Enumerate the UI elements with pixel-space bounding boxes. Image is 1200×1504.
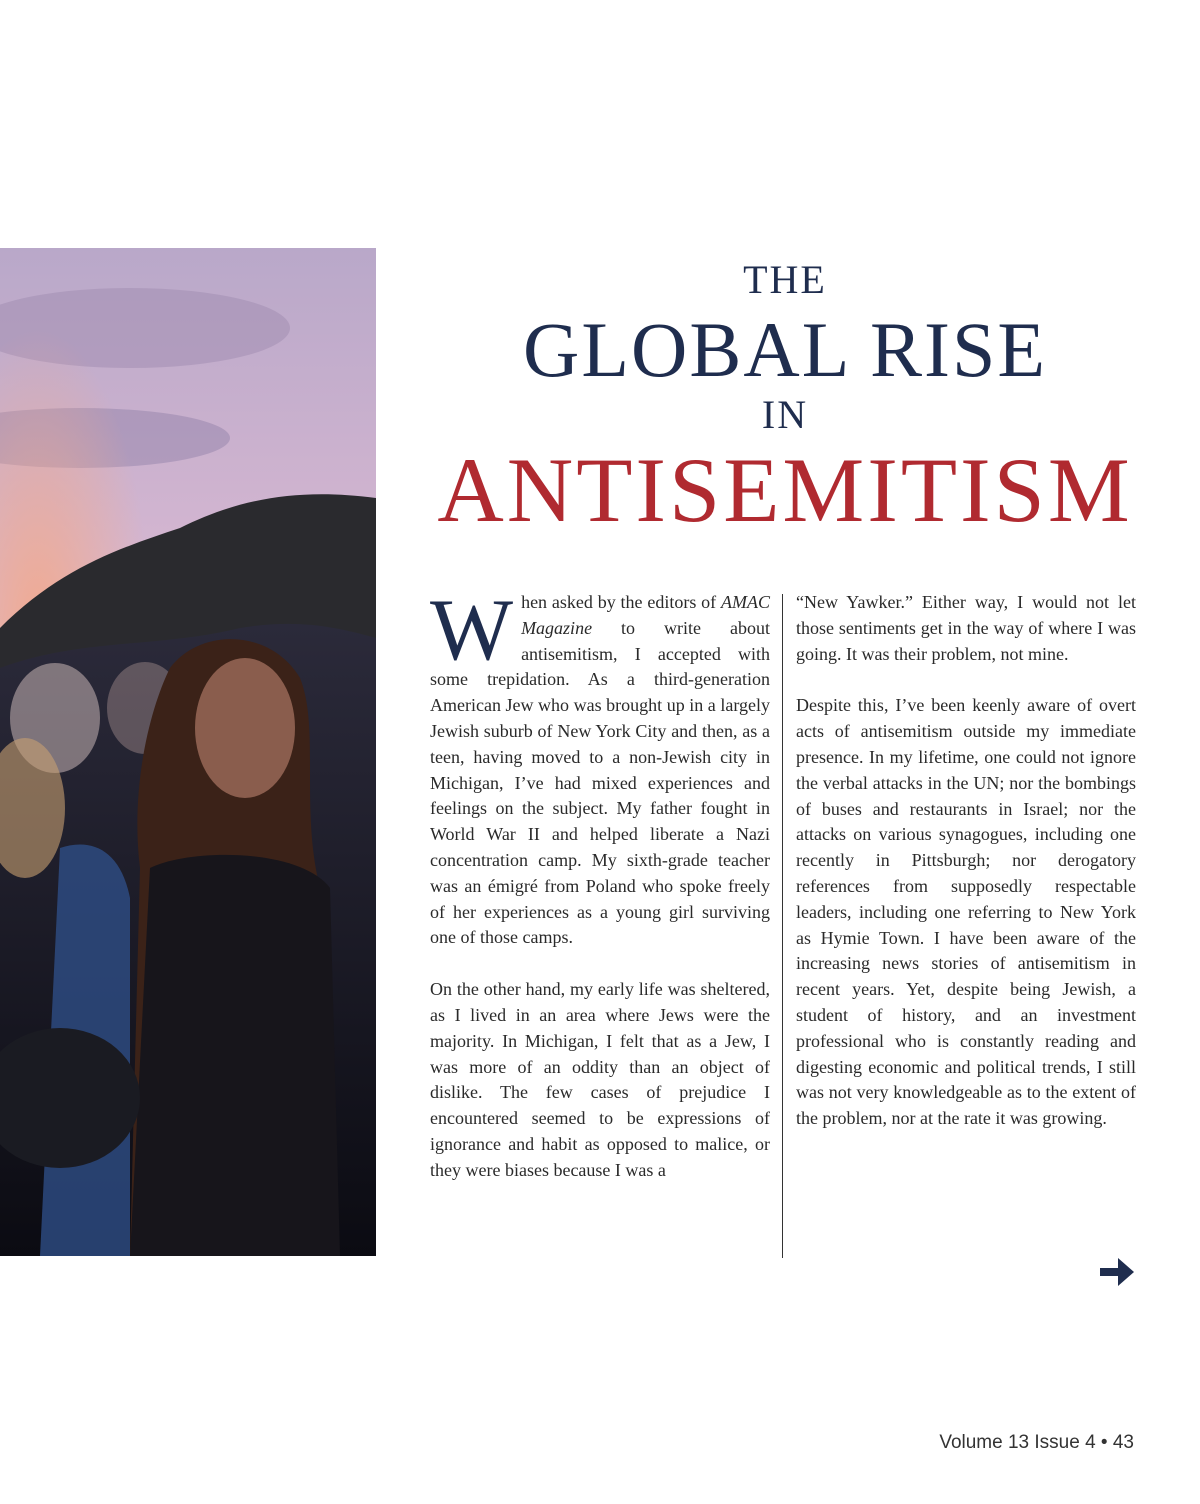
paragraph: Despite this, I’ve been keenly aware of overt acts of antisemitism outside my immediate presence. In my lifetime, one could not ignore the verbal attacks in the UN; nor the bombings of buses and restaurants in Israel; nor the attacks on various synagogues, including one recently in Pittsburgh; nor derogatory references from supposedly respectable leaders, including one referring to New York as Hymie Town. I have been aware of the increasing news stories of antisemitism in recent years. Yet, despite being Jewish, a student of history, and an investment professional who is constantly reading and digesting economic and political trends, I still was not very knowledgeable as to the extent of the problem, nor at the rate it was growing. — [796, 695, 1136, 1129]
drop-cap: W — [430, 582, 514, 679]
paragraph-text: hen asked by the editors of — [521, 592, 721, 612]
article-title — [420, 250, 1150, 540]
page-footer: Volume 13 Issue 4 • 43 — [939, 1432, 1134, 1453]
article-column-right — [796, 590, 1136, 1158]
paragraph: On the other hand, my early life was sheltered, as I lived in an area where Jews were the majority. In Michigan, I felt that as a Jew, I was more of an oddity than an object of dislike. The few cases of prejudice I encountered seemed to be expressions of ignorance and habit as opposed to malice, or they were biases because I was a — [430, 979, 770, 1180]
paragraph-text: to write about antisemitism, I accepted with some trepidation. As a third-generation American Jew who was brought up in a largely Jewish suburb of New York City and then, as a teen, having moved to a non-Jewish city in Michigan, I’ve had mixed experiences and feelings on the subject. My father fought in World War II and helped liberate a Nazi concentration camp. My sixth-grade teacher was an émigré from Poland who spoke freely of her experiences as a young girl surviving one of those camps. — [430, 617, 770, 948]
magazine-name: AMAC Magazine — [521, 592, 770, 638]
arrow-right-icon[interactable] — [1096, 1254, 1136, 1290]
title-line-in: IN — [761, 392, 809, 437]
crowd-photo — [0, 248, 376, 1256]
title-line-the: THE — [743, 257, 827, 302]
column-divider — [782, 594, 783, 1258]
paragraph: “New Yawker.” Either way, I would not let those sentiments get in the way of where I was going. It was their problem, not mine. — [796, 592, 1136, 664]
title-line-antisemitism: ANTISEMITISM — [437, 439, 1133, 541]
paragraph — [430, 582, 770, 951]
article-column-left — [430, 582, 770, 1210]
title-line-global-rise: GLOBAL RISE — [523, 306, 1047, 393]
